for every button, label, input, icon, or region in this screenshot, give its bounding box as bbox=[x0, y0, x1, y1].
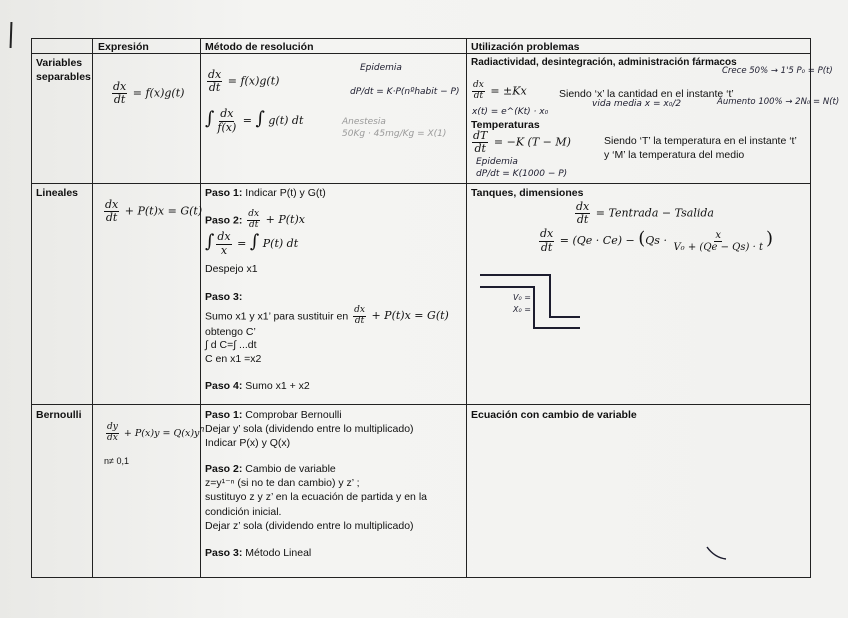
separables-method-eq1: $\frac{dx}{dt}$ = f(x)g(t) bbox=[208, 68, 280, 95]
bernoulli-paso1: Paso 1: Comprobar Bernoulli Dejar y’ sola (dividendo entre lo multiplicado) Indicar P(x) y Q(x) bbox=[205, 409, 414, 450]
hand-vida-media: vida media x = x₀/2 bbox=[592, 99, 682, 109]
bernoulli-condition: n≠ 0,1 bbox=[104, 456, 129, 466]
usage-text-x: Siendo ‘x’ la cantidad en el instante ‘t’ bbox=[559, 88, 734, 100]
hand-aumento: Aumento 100% → 2N₀ = N(t) bbox=[717, 97, 840, 107]
hand-anestesia-title: Anestesia bbox=[342, 117, 386, 127]
usage-eq-tank2: $\frac{dx}{dt}$ = (Qe · Ce) − (Qs · $\frac{x}{\text{V₀ + (Qe − Qs) · t}}$ ) bbox=[540, 227, 773, 254]
lineales-paso2-integral: ∫ $\frac{dx}{x}$ = ∫ P(t) dt bbox=[205, 230, 299, 257]
hand-crece: Crece 50% → 1'5 P₀ = P(t) bbox=[722, 66, 833, 76]
lineales-paso2: Paso 2: $\frac{dx}{dt}$ + P(t)x bbox=[205, 209, 305, 230]
usage-radiactividad-title: Radiactividad, desintegración, administración fármacos bbox=[471, 57, 737, 68]
lineales-despejo: Despejo x1 bbox=[205, 263, 258, 275]
col-divider bbox=[466, 39, 467, 577]
row-label-separables: Variables separables bbox=[36, 57, 91, 84]
hand-x-t: x(t) = e^(Kt) · x₀ bbox=[472, 107, 549, 117]
bernoulli-paso2: Paso 2: Cambio de variable z=y¹⁻ⁿ (si no te dan cambio) y z’ ; sustituyo z y z’ en la ecuación de partida y en la condición inicial. Dejar z’ sola (dividendo entre lo multiplicado) bbox=[205, 463, 427, 532]
row-label-lineales: Lineales bbox=[36, 187, 79, 199]
bernoulli-expression: $\frac{dy}{dx}$ + $P(x)y = Q(x)y^n$ bbox=[107, 422, 205, 443]
usage-eq-decay: $\frac{dx}{dt}$ = ±Kx bbox=[473, 80, 527, 101]
header-metodo: Método de resolución bbox=[205, 41, 314, 53]
hand-epidemia2-title: Epidemia bbox=[476, 157, 518, 167]
header-expresion: Expresión bbox=[98, 41, 149, 53]
row-divider bbox=[32, 404, 810, 405]
lineales-paso4: Paso 4: Sumo x1 + x2 bbox=[205, 380, 310, 392]
tank-v0: V₀ = bbox=[513, 293, 531, 302]
usage-eq-temp: $\frac{dT}{dt}$ = −K (T − M) bbox=[473, 129, 571, 156]
separables-expression: $\frac{dx}{dt}$ = f(x)g(t) bbox=[113, 80, 185, 107]
hand-anestesia-eq: 50Kg · 45mg/Kg = X(1) bbox=[342, 129, 447, 139]
usage-tanques-title: Tanques, dimensiones bbox=[471, 187, 584, 199]
lineales-expression: $\frac{dx}{dt}$ + P(t)x = G(t) bbox=[105, 198, 203, 225]
usage-temperaturas-title: Temperaturas bbox=[471, 119, 540, 131]
usage-cambio-variable-title: Ecuación con cambio de variable bbox=[471, 409, 637, 421]
tank-x0: X₀ = bbox=[513, 305, 531, 314]
pen-stroke bbox=[704, 544, 730, 564]
row-divider bbox=[32, 183, 810, 184]
summary-table bbox=[31, 38, 840, 578]
hand-epidemia-eq: dP/dt = K·P(nºhabit − P) bbox=[350, 87, 460, 97]
usage-text-t: Siendo ‘T’ la temperatura en el instante ‘t’ y ‘M’ la temperatura del medio bbox=[604, 135, 797, 162]
lineales-obtengo: obtengo C’ bbox=[205, 326, 256, 338]
usage-eq-tank1: $\frac{dx}{dt}$ = Tentrada − Tsalida bbox=[576, 200, 714, 227]
lineales-paso3-label: Paso 3: bbox=[205, 291, 243, 303]
col-divider bbox=[200, 39, 201, 577]
hand-epidemia2-eq: dP/dt = K(1000 − P) bbox=[476, 169, 568, 179]
separables-method-eq2: ∫ $\frac{dx}{f(x)}$ = ∫ g(t) dt bbox=[205, 107, 304, 134]
lineales-int-dc: ∫ d C=∫ ...dt bbox=[205, 339, 257, 351]
bernoulli-paso3: Paso 3: Método Lineal bbox=[205, 547, 312, 559]
lineales-paso1: Paso 1: Indicar P(t) y G(t) bbox=[205, 187, 326, 199]
lineales-c-en-x1: C en x1 =x2 bbox=[205, 353, 262, 365]
row-label-bernoulli: Bernoulli bbox=[36, 409, 82, 421]
lineales-paso3-text: Sumo x1 y x1’ para sustituir en $\frac{dx}{dt}$ + P(t)x = G(t) bbox=[205, 305, 449, 326]
header-utilizacion: Utilización problemas bbox=[471, 41, 580, 53]
col-divider bbox=[92, 39, 93, 577]
hand-epidemia-title: Epidemia bbox=[360, 63, 402, 73]
tank-sketch bbox=[478, 271, 588, 333]
